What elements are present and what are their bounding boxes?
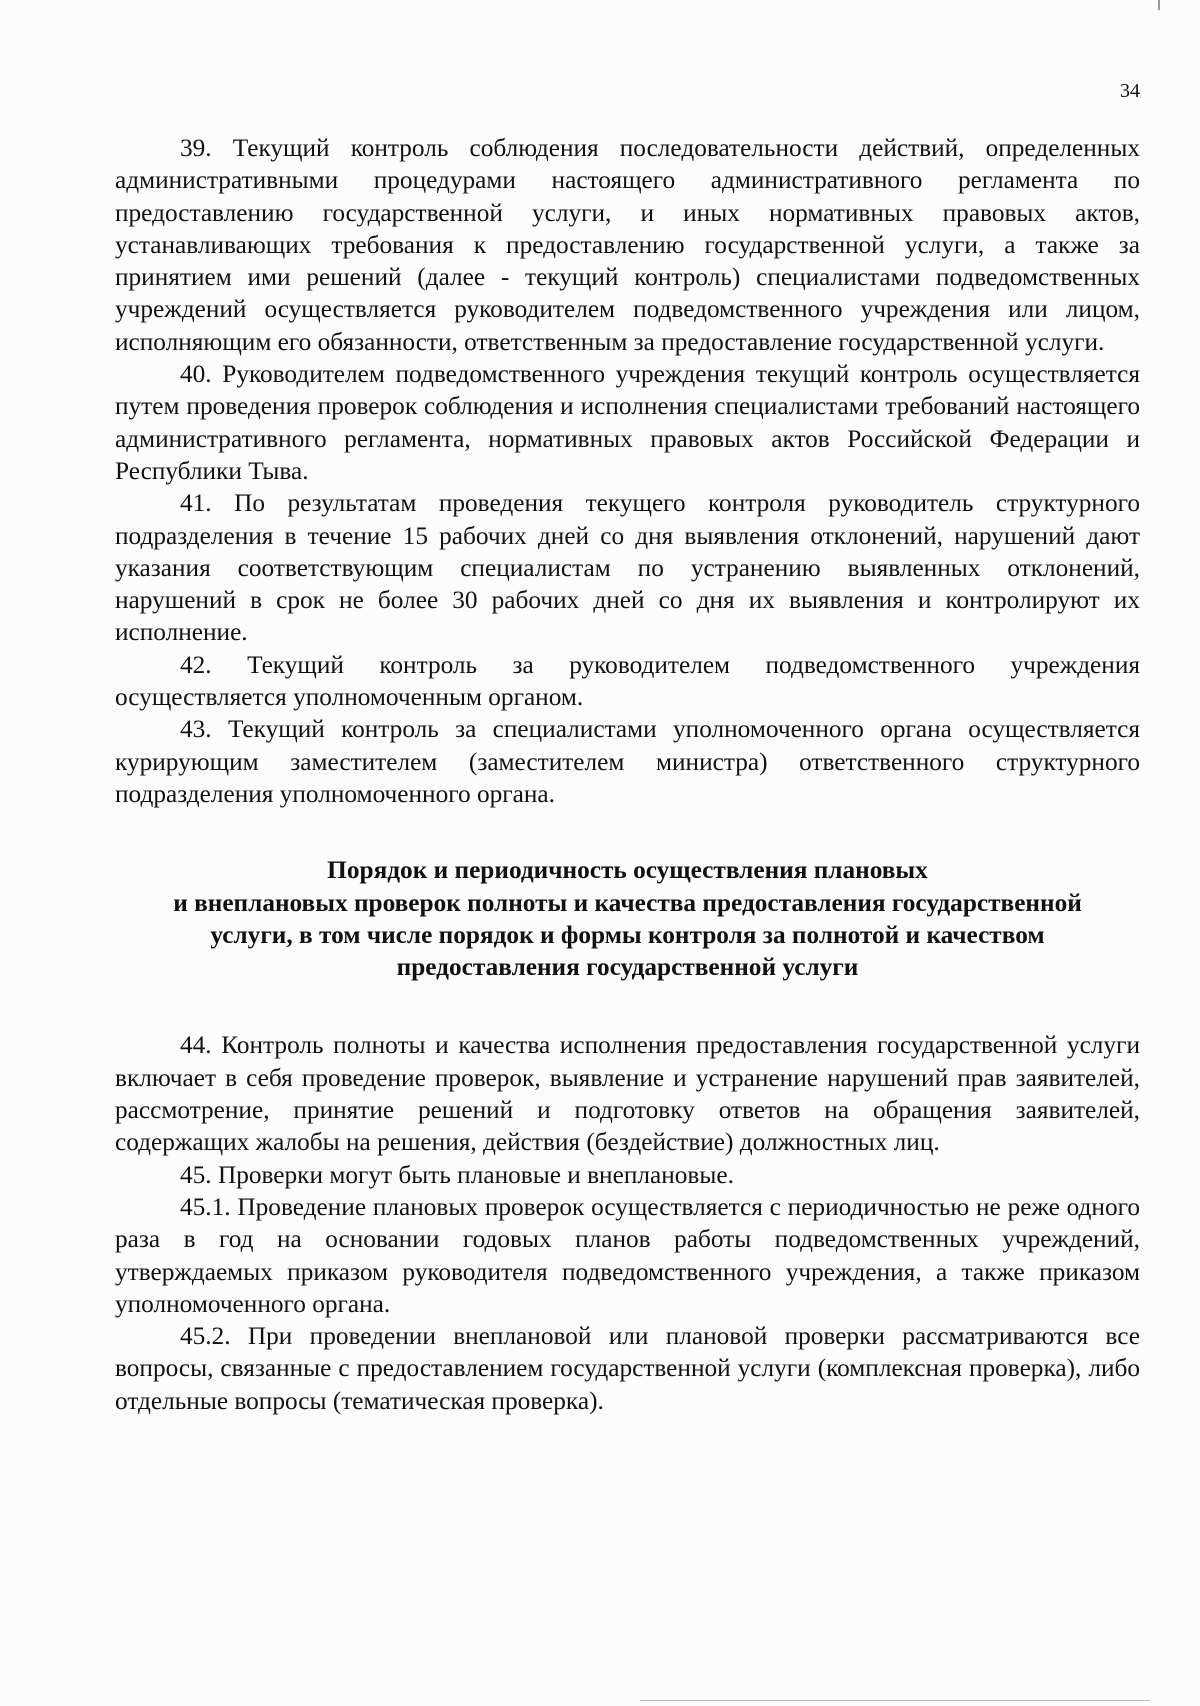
- section-heading-line: предоставления государственной услуги: [396, 953, 859, 982]
- paragraph-45: 45. Проверки могут быть плановые и внеплановые.: [180, 1160, 734, 1189]
- page-number: 34: [1120, 80, 1140, 102]
- paragraph-43: 43. Текущий контроль за специалистами уполномоченного органа осуществляется курирующим заместителем (заместителем министра) ответственного структурного подразделения уполномоченного органа.: [115, 715, 1140, 808]
- paragraph-45-1: 45.1. Проведение плановых проверок осуществляется с периодичностью не реже одного раза в год на основании годовых планов работы подведомственных учреждений, утверждаемых приказом руководителя подведомственного учреждения, а также приказом уполномоченного органа.: [115, 1192, 1140, 1318]
- paragraph-45-2: 45.2. При проведении внеплановой или плановой проверки рассматриваются все вопросы, связанные с предоставлением государственной услуги (комплексная проверка), либо отдельные вопросы (тематическая проверка).: [115, 1322, 1140, 1415]
- section-heading-line: услуги, в том числе порядок и формы контроля за полнотой и качеством: [210, 920, 1045, 949]
- paragraph-39: 39. Текущий контроль соблюдения последовательности действий, определенных административными процедурами настоящего административного регламента по предоставлению государственной услуги, и иных нормативных правовых актов, устанавливающих требования к предоставлению государственной услуги, а также за принятием ими решений (далее - текущий контроль) специалистами подведомственных учреждений осуществляется руководителем подведомственного учреждения или лицом, исполняющим его обязанности, ответственным за предоставление государственной услуги.: [115, 134, 1140, 356]
- paragraph-40: 40. Руководителем подведомственного учреждения текущий контроль осуществляется путем проведения проверок соблюдения и исполнения специалистами требований настоящего административного регламента, нормативных правовых актов Российской Федерации и Республики Тыва.: [115, 360, 1140, 485]
- section-heading-line: и внеплановых проверок полноты и качества предоставления государственной: [173, 888, 1082, 917]
- section-heading-line: Порядок и периодичность осуществления плановых: [327, 856, 928, 885]
- paragraph-44: 44. Контроль полноты и качества исполнения предоставления государственной услуги включает в себя проведение проверок, выявление и устранение нарушений прав заявителей, рассмотрение, принятие решений и подготовку ответов на обращения заявителей, содержащих жалобы на решения, действия (бездействие) должностных лиц.: [115, 1031, 1140, 1157]
- scan-bottom-rule: [640, 1700, 1150, 1701]
- scan-edge-mark: [1158, 0, 1160, 10]
- paragraph-42: 42. Текущий контроль за руководителем подведомственного учреждения осуществляется уполномоченным органом.: [115, 650, 1140, 712]
- document-body: [115, 132, 1140, 1417]
- paragraph-41: 41. По результатам проведения текущего контроля руководитель структурного подразделения в течение 15 рабочих дней со дня выявления отклонений, нарушений дают указания соответствующим специалистам по устранению выявленных отклонений, нарушений в срок не более 30 рабочих дней со дня их выявления и контролируют их исполнение.: [115, 489, 1140, 647]
- section-heading: [115, 854, 1140, 983]
